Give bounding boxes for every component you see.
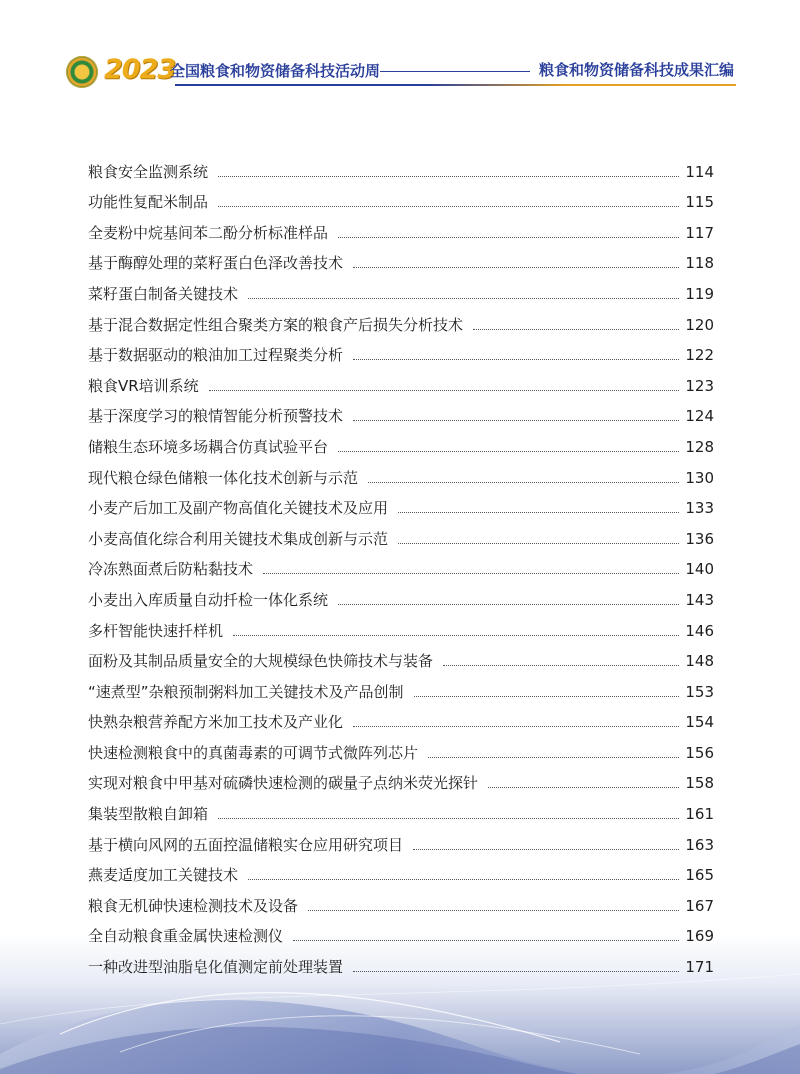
dot-leader — [443, 665, 679, 666]
toc-entry-page: 167 — [685, 896, 714, 915]
toc-entry-title: 燕麦适度加工关键技术 — [88, 866, 239, 885]
dot-leader — [488, 787, 679, 788]
toc-entry[interactable] — [88, 642, 714, 673]
dot-leader — [353, 726, 679, 727]
toc-entry[interactable] — [88, 427, 714, 458]
toc-entry[interactable] — [88, 458, 714, 489]
dot-leader — [473, 329, 679, 330]
dot-leader — [353, 267, 679, 268]
toc-entry-page: 163 — [685, 835, 714, 854]
grain-emblem-icon — [66, 56, 98, 88]
toc-entry-page: 124 — [685, 407, 714, 426]
toc-entry-page: 118 — [685, 254, 714, 273]
toc-entry-title: 功能性复配米制品 — [88, 193, 209, 212]
toc-entry-page: 133 — [685, 499, 714, 518]
toc-entry[interactable] — [88, 794, 714, 825]
toc-entry-title: 多杆智能快速扦样机 — [88, 621, 224, 640]
toc-entry-title: 集装型散粮自卸箱 — [88, 805, 209, 824]
header-year: 2023 — [104, 54, 176, 85]
toc-entry-title: 全自动粮食重金属快速检测仪 — [88, 927, 284, 946]
dot-leader — [428, 757, 679, 758]
dot-leader — [414, 696, 680, 697]
toc-entry[interactable] — [88, 672, 714, 703]
toc-entry[interactable] — [88, 397, 714, 428]
table-of-contents — [88, 152, 714, 978]
page-header — [0, 0, 800, 110]
toc-entry-title: 基于横向风网的五面控温储粮实仓应用研究项目 — [88, 835, 404, 854]
dot-leader — [353, 971, 679, 972]
dot-leader — [338, 604, 679, 605]
dot-leader — [293, 940, 679, 941]
toc-entry[interactable] — [88, 244, 714, 275]
toc-entry-page: 161 — [685, 805, 714, 824]
toc-entry[interactable] — [88, 152, 714, 183]
toc-entry-title: 全麦粉中烷基间苯二酚分析标准样品 — [88, 223, 329, 242]
dot-leader — [398, 512, 679, 513]
toc-entry-page: 115 — [685, 193, 714, 212]
toc-entry-title: “速煮型”杂粮预制粥料加工关键技术及产品创制 — [88, 682, 404, 701]
toc-entry-title: 现代粮仓绿色储粮一体化技术创新与示范 — [88, 468, 359, 487]
toc-entry-page: 114 — [685, 162, 714, 181]
toc-entry[interactable] — [88, 366, 714, 397]
toc-entry[interactable] — [88, 550, 714, 581]
toc-entry-page: 156 — [685, 743, 714, 762]
dot-leader — [353, 359, 679, 360]
toc-entry-page: 154 — [685, 713, 714, 732]
dot-leader — [209, 390, 680, 391]
dot-leader — [263, 573, 679, 574]
toc-entry[interactable] — [88, 336, 714, 367]
dot-leader — [218, 206, 679, 207]
toc-entry-page: 140 — [685, 560, 714, 579]
dot-leader — [338, 237, 679, 238]
dot-leader — [218, 176, 679, 177]
header-divider — [380, 71, 530, 72]
toc-entry[interactable] — [88, 580, 714, 611]
toc-entry-title: 小麦出入库质量自动扦检一体化系统 — [88, 590, 329, 609]
dot-leader — [248, 879, 679, 880]
toc-entry-title: 基于深度学习的粮情智能分析预警技术 — [88, 407, 344, 426]
toc-entry-page: 171 — [685, 958, 714, 977]
toc-entry[interactable] — [88, 611, 714, 642]
toc-entry-page: 158 — [685, 774, 714, 793]
toc-entry[interactable] — [88, 183, 714, 214]
toc-entry-page: 123 — [685, 376, 714, 395]
toc-entry-title: 快熟杂粮营养配方米加工技术及产业化 — [88, 713, 344, 732]
dot-leader — [308, 910, 679, 911]
toc-entry-page: 148 — [685, 652, 714, 671]
toc-entry[interactable] — [88, 886, 714, 917]
toc-entry-page: 130 — [685, 468, 714, 487]
toc-entry-title: 粮食无机砷快速检测技术及设备 — [88, 896, 299, 915]
toc-entry-title: 基于混合数据定性组合聚类方案的粮食产后损失分析技术 — [88, 315, 464, 334]
toc-entry-title: 冷冻熟面煮后防粘黏技术 — [88, 560, 254, 579]
toc-entry[interactable] — [88, 519, 714, 550]
dot-leader — [353, 420, 679, 421]
toc-entry-title: 储粮生态环境多场耦合仿真试验平台 — [88, 437, 329, 456]
toc-entry-title: 面粉及其制品质量安全的大规模绿色快筛技术与装备 — [88, 652, 434, 671]
toc-entry[interactable] — [88, 274, 714, 305]
toc-entry[interactable] — [88, 825, 714, 856]
dot-leader — [218, 818, 679, 819]
header-underline — [175, 84, 736, 86]
toc-entry-page: 136 — [685, 529, 714, 548]
dot-leader — [368, 482, 679, 483]
toc-entry[interactable] — [88, 489, 714, 520]
toc-entry[interactable] — [88, 764, 714, 795]
toc-entry-page: 128 — [685, 437, 714, 456]
toc-entry-title: 实现对粮食中甲基对硫磷快速检测的碳量子点纳米荧光探针 — [88, 774, 479, 793]
toc-entry-page: 122 — [685, 346, 714, 365]
toc-entry-page: 165 — [685, 866, 714, 885]
toc-entry-title: 粮食VR培训系统 — [88, 376, 199, 395]
toc-entry[interactable] — [88, 213, 714, 244]
event-title: 全国粮食和物资储备科技活动周 — [170, 62, 381, 80]
toc-entry-title: 小麦产后加工及副产物高值化关键技术及应用 — [88, 499, 389, 518]
toc-entry-page: 169 — [685, 927, 714, 946]
toc-entry-title: 一种改进型油脂皂化值测定前处理装置 — [88, 958, 344, 977]
dot-leader — [398, 543, 679, 544]
toc-entry[interactable] — [88, 703, 714, 734]
toc-entry-title: 基于酶醇处理的菜籽蛋白色泽改善技术 — [88, 254, 344, 273]
dot-leader — [248, 298, 679, 299]
toc-entry-page: 146 — [685, 621, 714, 640]
toc-entry[interactable] — [88, 917, 714, 948]
toc-entry-page: 120 — [685, 315, 714, 334]
dot-leader — [233, 635, 679, 636]
toc-entry[interactable] — [88, 733, 714, 764]
toc-entry-page: 143 — [685, 590, 714, 609]
toc-entry-page: 117 — [685, 223, 714, 242]
toc-entry-title: 快速检测粮食中的真菌毒素的可调节式微阵列芯片 — [88, 743, 419, 762]
toc-entry-title: 小麦高值化综合利用关键技术集成创新与示范 — [88, 529, 389, 548]
toc-entry-title: 粮食安全监测系统 — [88, 162, 209, 181]
toc-entry[interactable] — [88, 305, 714, 336]
toc-entry-title: 基于数据驱动的粮油加工过程聚类分析 — [88, 346, 344, 365]
toc-entry[interactable] — [88, 947, 714, 978]
toc-entry-page: 119 — [685, 284, 714, 303]
dot-leader — [338, 451, 679, 452]
toc-entry-title: 菜籽蛋白制备关键技术 — [88, 284, 239, 303]
collection-title: 粮食和物资储备科技成果汇编 — [538, 61, 734, 79]
dot-leader — [413, 849, 679, 850]
toc-entry-page: 153 — [685, 682, 714, 701]
toc-entry[interactable] — [88, 856, 714, 887]
